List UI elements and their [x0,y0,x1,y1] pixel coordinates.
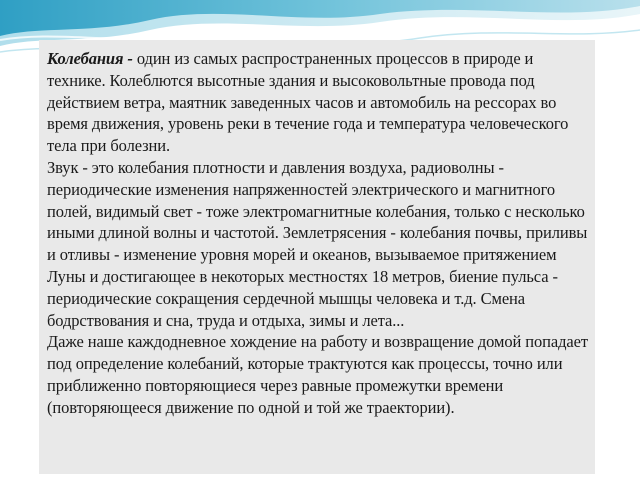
text-content [47,48,592,419]
paragraph-examples: Звук - это колебания плотности и давления воздуха, радиоволны - периодические изменения напряженностей электрического и магнитного полей, видимый свет - тоже электромагнитные колебания, только с несколько иными длиной волны и частотой. Землетрясения - колебания почвы, приливы и отливы - изменение уровня морей и океанов, вызываемое притяжением Луны и достигающее в некоторых местностях 18 метров, биение пульса - периодические сокращения сердечной мышцы человека и т.д. Смена бодрствования и сна, труда и отдыха, зимы и лета... [47,157,588,330]
term-kolebaniya: Колебания [47,49,124,68]
paragraph-definition [47,48,592,157]
paragraph-everyday: Даже наше каждодневное хождение на работу и возвращение домой попадает под определение колебаний, которые трактуются как процессы, точно или приближенно повторяющиеся через равные промежутки времени (повторяющееся движение по одной и той же траектории). [47,332,588,417]
definition-text: один из самых распространенных процессов в природе и технике. Колеблются высотные здания и высоковольтные провода под действием ветра, маятник заведенных часов и автомобиль на рессорах во время движения, уровень реки в течение года и температура человеческого тела при болезни. [47,49,569,156]
term-dash: - [123,49,137,68]
